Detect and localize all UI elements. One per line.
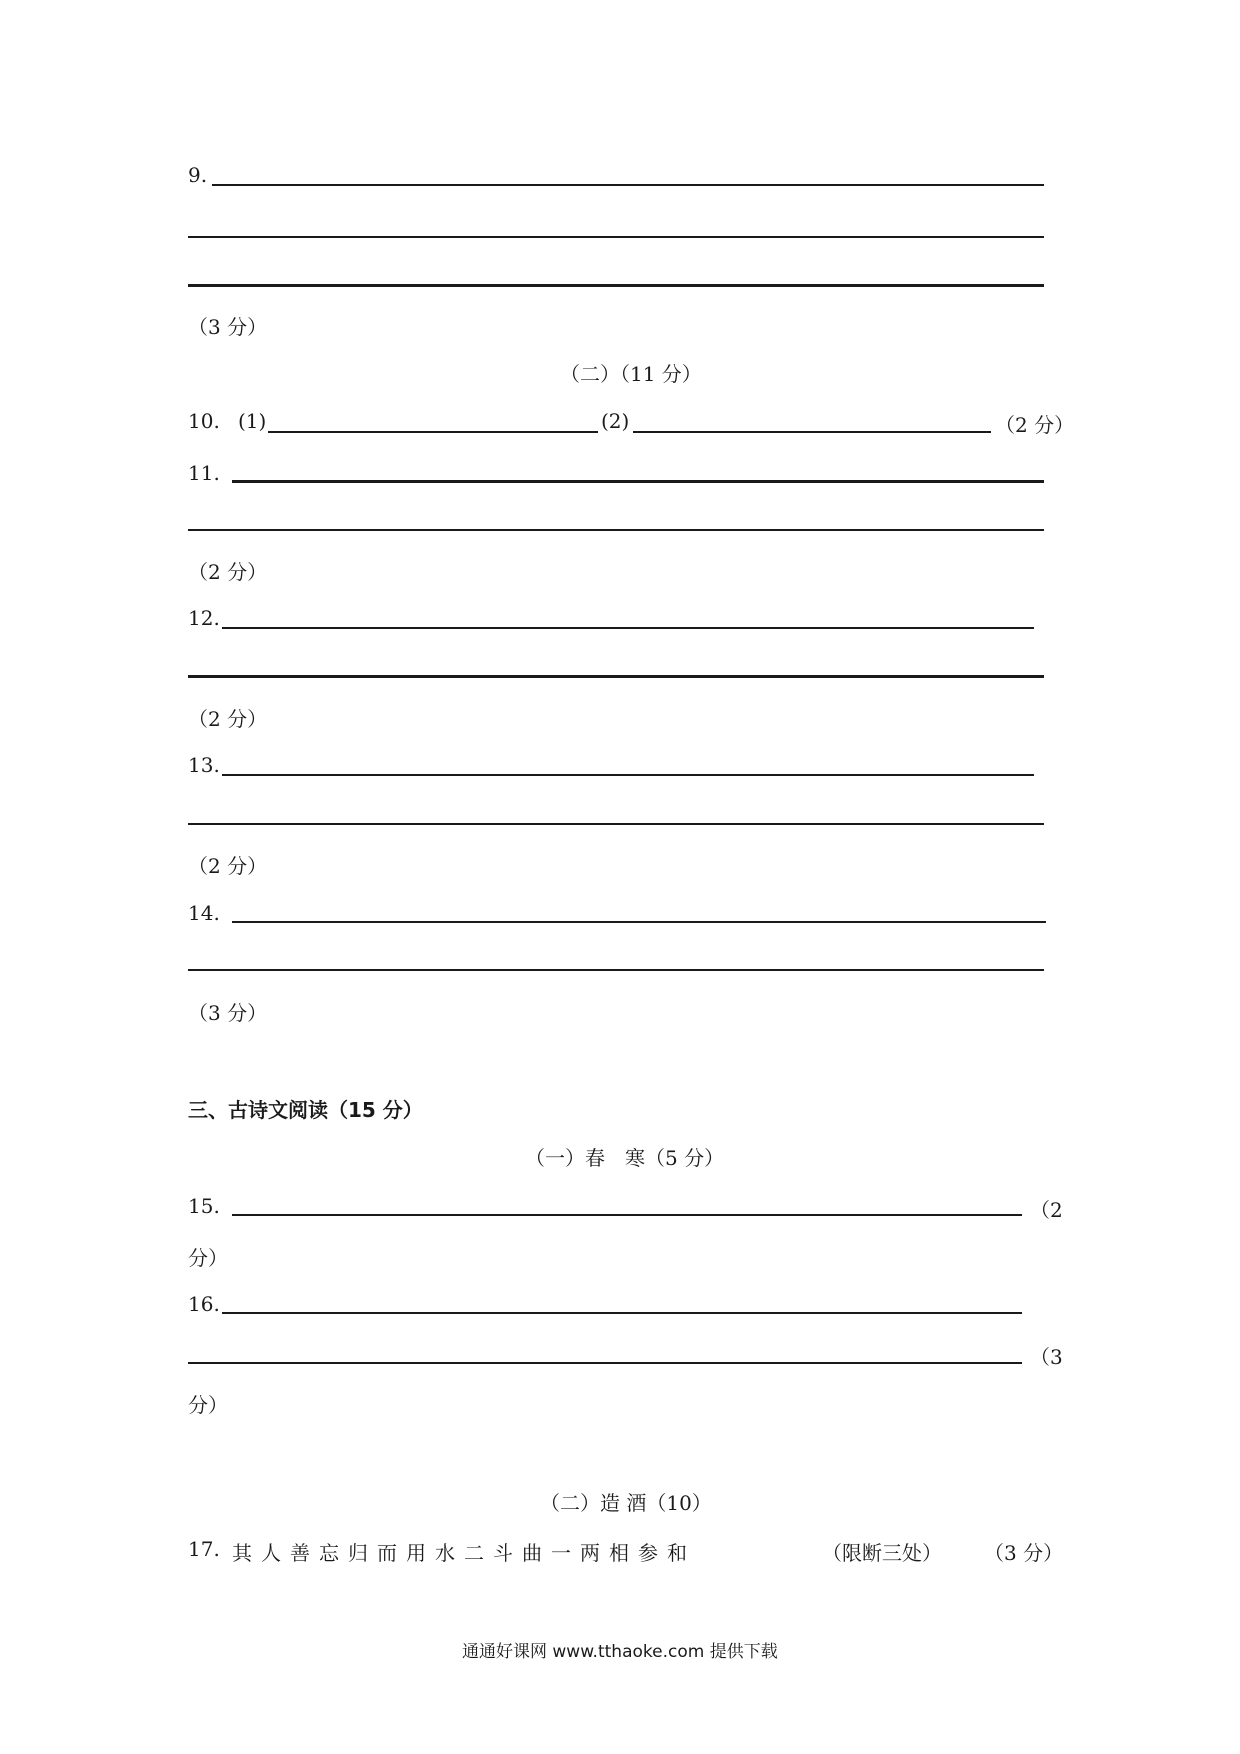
q10-part2-label: (2) [601,409,630,433]
q16-score-part1: （3 [1030,1345,1063,1369]
q15-label: 15. [188,1194,220,1218]
q9-answer-line-1[interactable] [212,184,1044,186]
q13-answer-line-1[interactable] [222,774,1034,776]
q12-score: （2 分） [188,707,268,731]
q12-answer-line-2[interactable] [188,675,1044,678]
q9-score: （3 分） [188,315,268,339]
q17-text: 其人善忘归而用水二斗曲一两相参和 [232,1541,696,1565]
section3-sub2-heading: （二）造 酒（10） [540,1491,712,1515]
q10-label: 10. [188,409,220,433]
q10-part1-label: (1) [238,409,267,433]
q11-answer-line-1[interactable] [232,480,1044,483]
q10-part1-answer-line[interactable] [268,431,598,433]
q12-label: 12. [188,606,220,630]
q9-answer-line-3[interactable] [188,284,1044,287]
q17-score: （3 分） [984,1541,1064,1565]
q12-answer-line-1[interactable] [222,627,1034,629]
q16-label: 16. [188,1292,220,1316]
q15-score-part1: （2 [1030,1198,1063,1222]
q16-answer-line-1[interactable] [222,1312,1022,1314]
q14-answer-line-2[interactable] [188,969,1044,971]
section3-sub1-heading: （一）春 寒（5 分） [525,1146,725,1170]
q9-answer-line-2[interactable] [188,236,1044,238]
q17-instruction: （限断三处） [822,1541,942,1565]
q16-answer-line-2[interactable] [188,1362,1022,1364]
q10-score: （2 分） [995,413,1075,437]
q14-answer-line-1[interactable] [232,921,1046,923]
q14-label: 14. [188,901,220,925]
footer-credit: 通通好课网 www.tthaoke.com 提供下载 [462,1642,778,1662]
q13-score: （2 分） [188,854,268,878]
q11-label: 11. [188,461,220,485]
q9-label: 9. [188,163,208,187]
q16-score-part2: 分） [188,1393,228,1417]
q13-label: 13. [188,753,220,777]
q15-score-part2: 分） [188,1246,228,1270]
q15-answer-line[interactable] [232,1214,1022,1216]
q10-part2-answer-line[interactable] [633,431,991,433]
q11-score: （2 分） [188,560,268,584]
q14-score: （3 分） [188,1001,268,1025]
q11-answer-line-2[interactable] [188,529,1044,531]
q13-answer-line-2[interactable] [188,823,1044,825]
section2-sub2-heading: （二）（11 分） [560,362,702,386]
q17-label: 17. [188,1537,220,1561]
section3-heading: 三、古诗文阅读（15 分） [188,1098,423,1122]
